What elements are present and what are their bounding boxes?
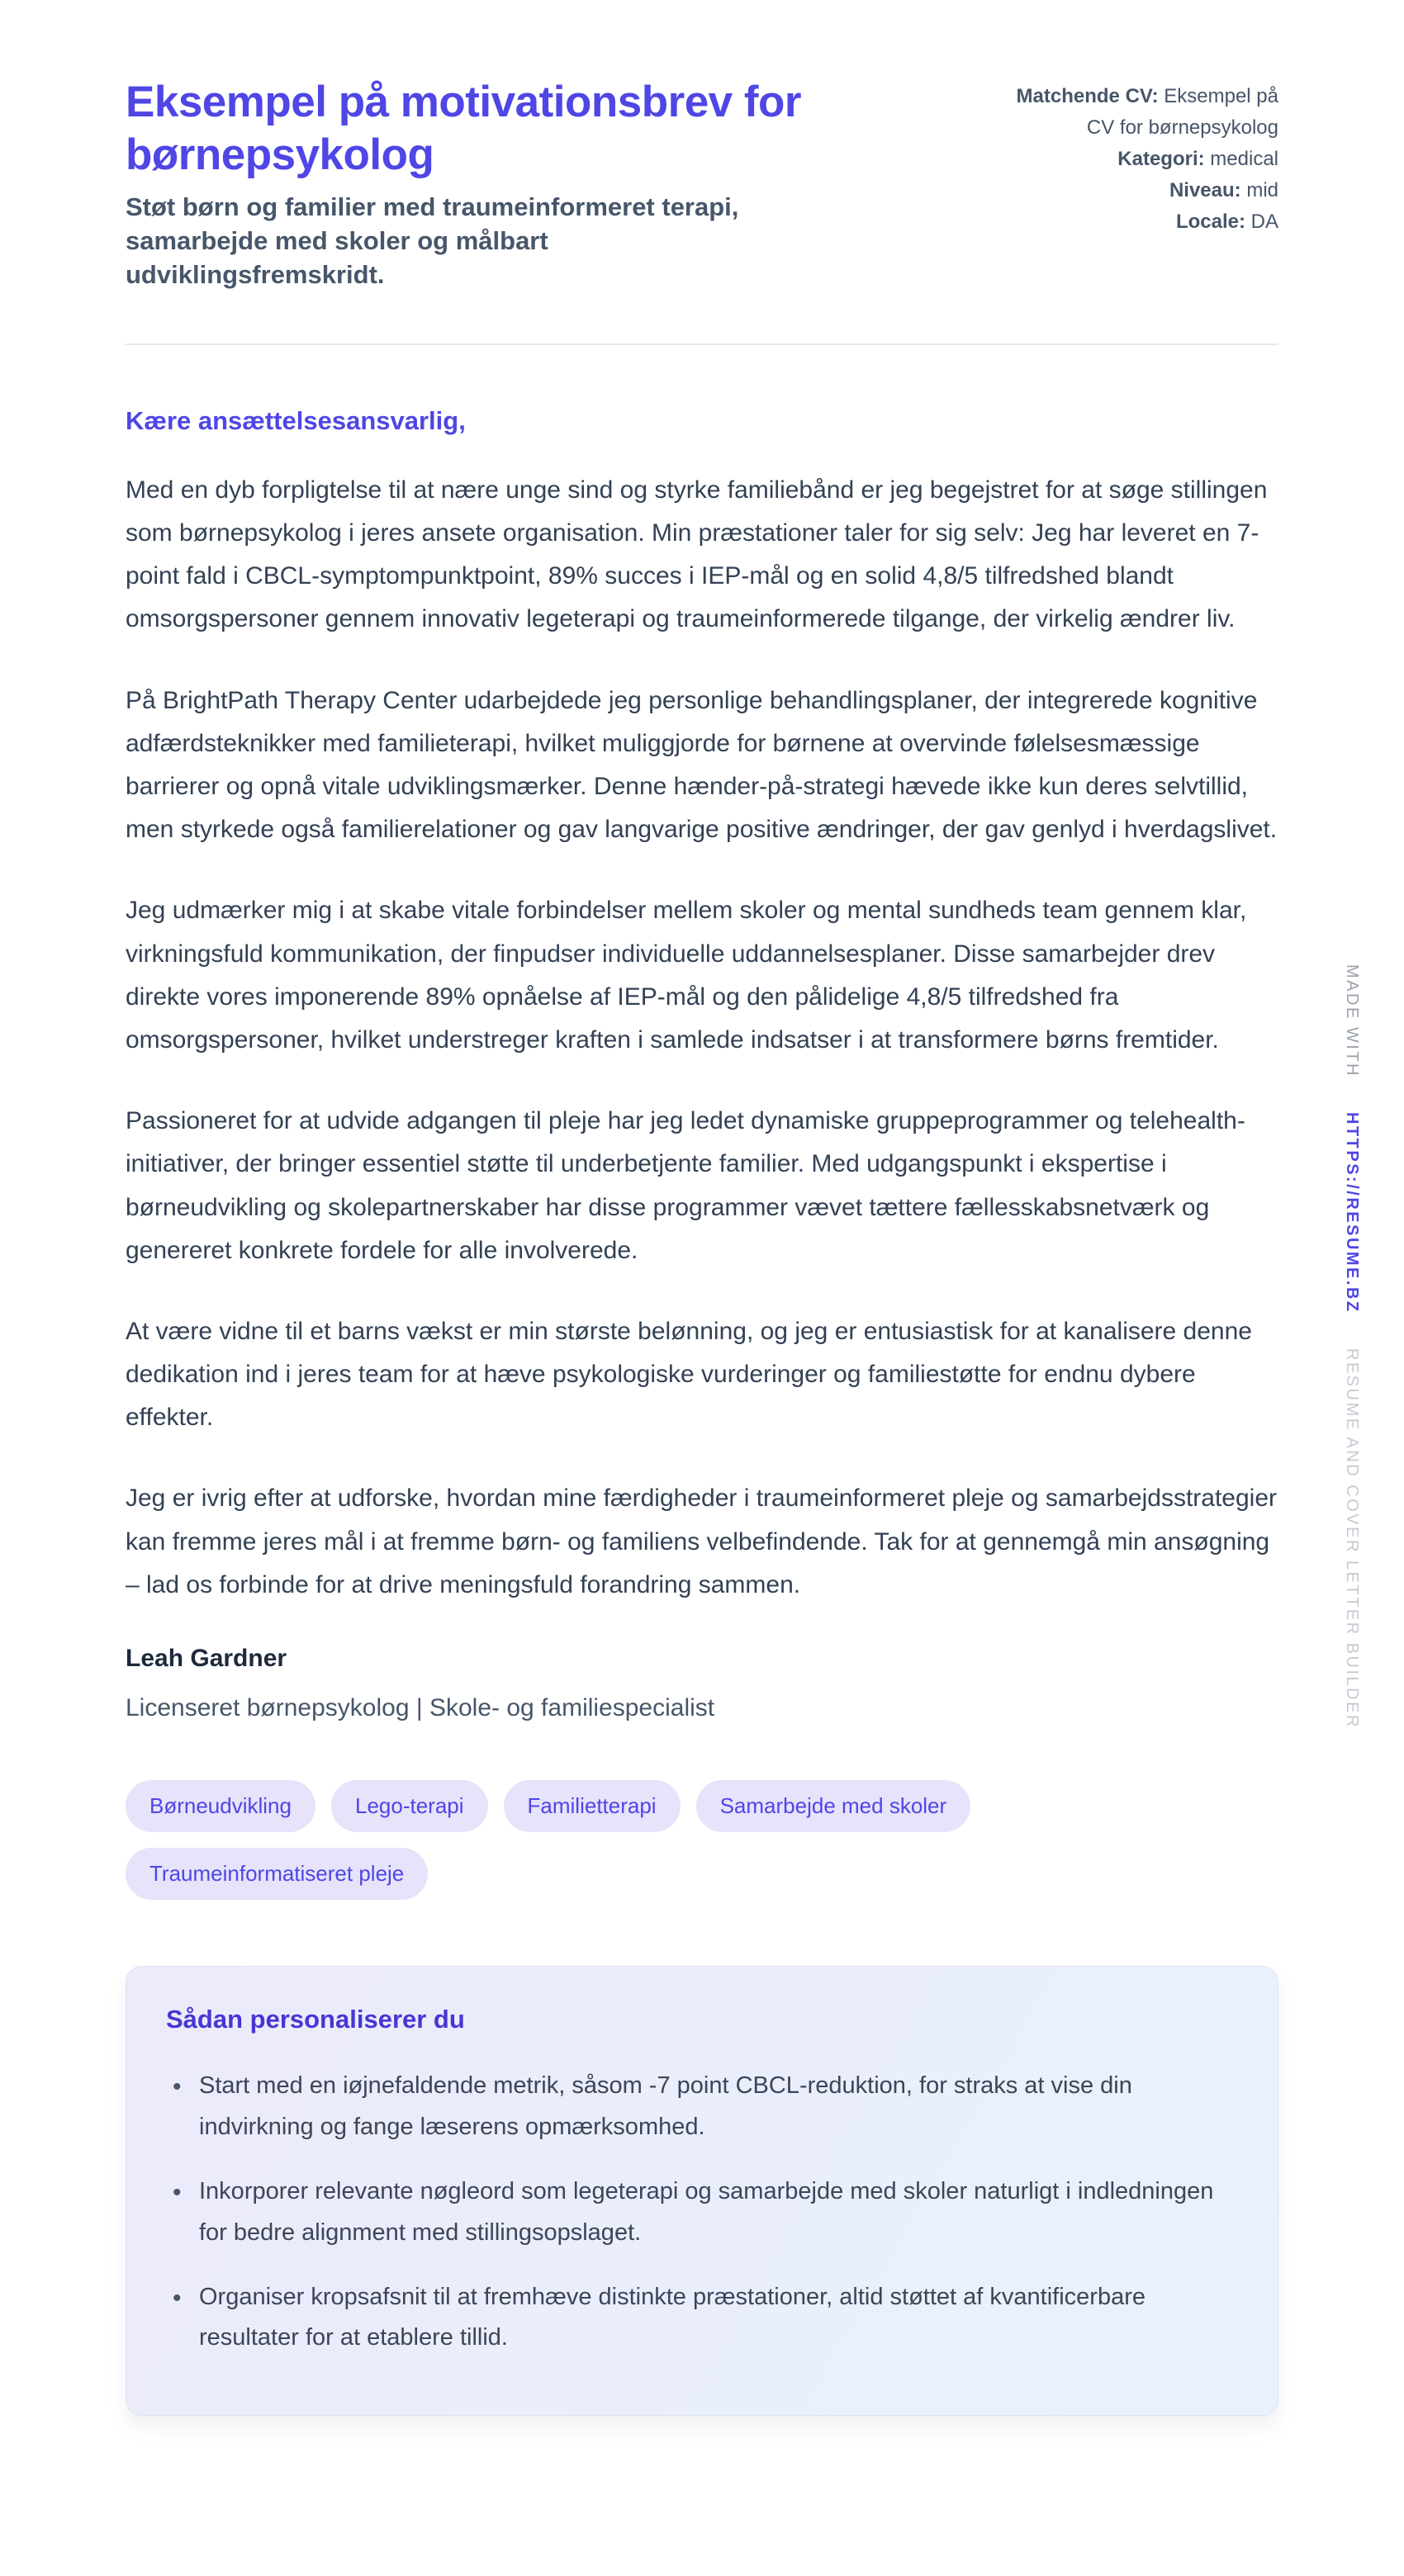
- tip-item: • Start med en iøjnefaldende metrik, såsom -7 point CBCL-reduktion, for straks at vise din indvirkning og fange læserens opmærksomhed.: [166, 2066, 1238, 2148]
- page-subtitle: Støt børn og familier med traumeinformeret terapi, samarbejde med skoler og målbart udviklingsfremskridt.: [126, 192, 739, 289]
- vertical-branding: [1342, 964, 1361, 1729]
- letter-paragraph: Passioneret for at udvide adgangen til pleje har jeg ledet dynamiske gruppeprogrammer og telehealth-initiativer, der bringer essentiel støtte til underbetjente familier. Med udgangspunkt i ekspertise i børneudvikling og skolepartnerskaber har disse programmer vævet tættere fællesskabsnetværk og genereret konkrete fordele for alle involverede.: [126, 1107, 1245, 1264]
- signature-name: Leah Gardner: [126, 1645, 287, 1673]
- tip-item: • Inkorporer relevante nøgleord som legeterapi og samarbejde med skoler naturligt i indledningen for bedre alignment med stillingsopslaget.: [166, 2171, 1238, 2254]
- letter-paragraph: At være vidne til et barns vækst er min største belønning, og jeg er entusiastisk for at kanalisere denne dedikation ind i jeres team for at hæve psykologiske vurderinger og familiestøtte for endnu dybere effekter.: [126, 1317, 1252, 1432]
- branding-tagline: RESUME AND COVER LETTER BUILDER: [1343, 1347, 1361, 1729]
- letter-paragraph: Med en dyb forpligtelse til at nære unge sind og styrke familiebånd er jeg begejstret for at søge stillingen som børnepsykolog i jeres ansete organisation. Min præstationer taler for sig selv: Jeg har leveret en 7-point fald i CBCL-symptompunktpoint, 89% succes i IEP-mål og en solid 4,8/5 tilfredshed blandt omsorgspersoner gennem innovativ legeterapi og traumeinformerede tilgange, der virkelig ændrer liv.: [126, 476, 1268, 633]
- meta-category-value: medical: [1210, 147, 1278, 170]
- signature-role: Licenseret børnepsykolog | Skole- og familiespecialist: [126, 1694, 715, 1722]
- meta-matching-cv: [1002, 81, 1278, 144]
- personalization-tips-card: [126, 1966, 1278, 2416]
- meta-category-label: Kategori:: [1117, 147, 1205, 170]
- letter-paragraph: Jeg udmærker mig i at skabe vitale forbindelser mellem skoler og mental sundheds team gennem klar, virkningsfuld kommunikation, der finpudser individuelle uddannelsesplaner. Disse samarbejder drev direkte vores imponerende 89% opnåelse af IEP-mål og den pålidelige 4,8/5 tilfredshed fra omsorgspersoner, hvilket understreger kraften i samlede indsatser i at transformere børns fremtider.: [126, 897, 1247, 1054]
- skill-tags-row: [126, 1780, 1278, 1900]
- letter-paragraph: Jeg er ivrig efter at udforske, hvordan mine færdigheder i traumeinformeret pleje og samarbejdsstrategier kan fremme jeres mål i at fremme børn- og familiens velbefindende. Tak for at gennemgå min ansøgning – lad os forbinde for at drive meningsfuld forandring sammen.: [126, 1485, 1278, 1598]
- letter-body: [126, 469, 1278, 1607]
- meta-locale: [1002, 206, 1278, 238]
- tip-item: • Organiser kropsafsnit til at fremhæve distinkte præstationer, altid støttet af kvantificerbare resultater for at etablere tillid.: [166, 2277, 1238, 2360]
- meta-locale-value: DA: [1250, 210, 1278, 233]
- skill-tag[interactable]: Familietterapi: [504, 1780, 681, 1832]
- tips-list: [166, 2066, 1238, 2359]
- meta-matching-cv-label: Matchende CV:: [1016, 85, 1159, 107]
- page-title: Eksempel på motivationsbrev for børnepsykolog: [126, 78, 802, 179]
- meta-matching-cv-value: Eksempel på CV for børnepsykolog: [1086, 85, 1278, 139]
- branding-url-link[interactable]: HTTPS://RESUME.BZ: [1343, 1112, 1361, 1314]
- branding-made-with: MADE WITH: [1343, 964, 1361, 1077]
- tips-heading: Sådan personaliserer du: [166, 2005, 465, 2034]
- meta-locale-label: Locale:: [1175, 210, 1245, 233]
- header-left: [126, 76, 960, 292]
- skill-tag[interactable]: Traumeinformatiseret pleje: [126, 1848, 428, 1900]
- header: [126, 0, 1278, 292]
- meta-category: [1002, 144, 1278, 175]
- letter-greeting: Kære ansættelsesansvarlig,: [126, 405, 466, 435]
- meta-level-value: mid: [1246, 178, 1278, 201]
- skill-tag[interactable]: Børneudvikling: [126, 1780, 315, 1832]
- meta-level-label: Niveau:: [1169, 178, 1241, 201]
- meta-block: [1002, 81, 1278, 238]
- meta-level: [1002, 175, 1278, 206]
- skill-tag[interactable]: Samarbejde med skoler: [696, 1780, 971, 1832]
- skill-tag[interactable]: Lego-terapi: [331, 1780, 488, 1832]
- letter-paragraph: På BrightPath Therapy Center udarbejdede jeg personlige behandlingsplaner, der integrerede kognitive adfærdsteknikker med familieterapi, hvilket muliggjorde for børnene at overvinde følelsesmæssige barrierer og opnå vitale udviklingsmærker. Denne hænder-på-strategi hævede ikke kun deres selvtillid, men styrkede også familierelationer og gav langvarige positive ændringer, der gav genlyd i hverdagslivet.: [126, 686, 1278, 844]
- header-divider: [126, 343, 1278, 345]
